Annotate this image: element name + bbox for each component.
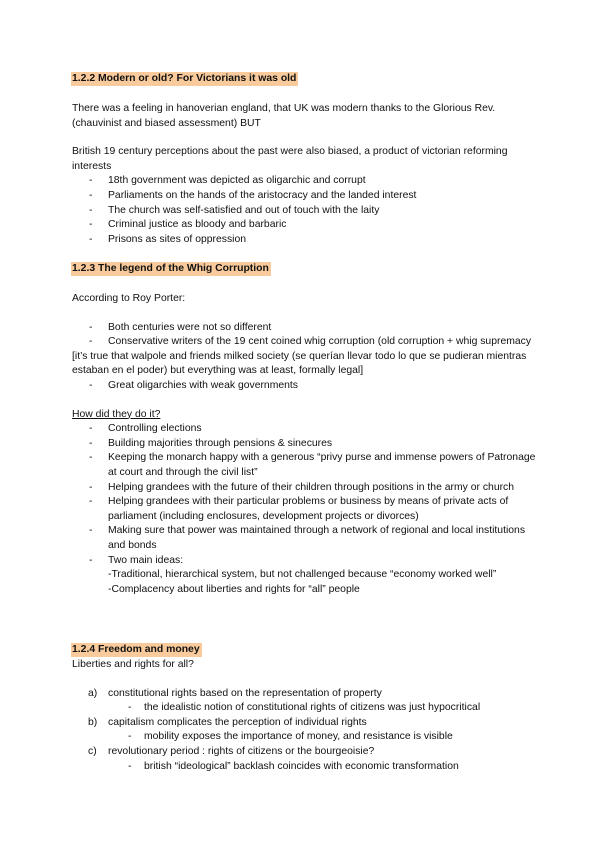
list-item: - Two main ideas:	[72, 554, 542, 569]
idea-line: -Traditional, hierarchical system, but not challenged because “economy worked well”	[108, 569, 497, 581]
section-1-2-3	[72, 262, 542, 597]
heading-1-2-4: 1.2.4 Freedom and money	[72, 644, 200, 655]
list-marker: a)	[88, 687, 98, 699]
how-title: How did they do it?	[72, 408, 161, 420]
heading-1-2-3: 1.2.3 The legend of the Whig Corruption	[72, 263, 269, 274]
list-item: - Building majorities through pensions & sinecures	[72, 437, 542, 452]
idea-line: -Complacency about liberties and rights for “all” people	[108, 583, 360, 595]
sub-list-item: - the idealistic notion of constitutional rights of citizens was just hypocritical	[72, 701, 542, 716]
list-item: - Parliaments on the hands of the aristocracy and the landed interest	[72, 189, 542, 204]
list-item: - 18th government was depicted as oligarchic and corrupt	[72, 174, 542, 189]
list-item: - Conservative writers of the 19 cent coined whig corruption (old corruption + whig supremacy	[72, 335, 542, 350]
list-item	[72, 716, 542, 731]
list-item-text: capitalism complicates the perception of individual rights	[108, 716, 367, 728]
paragraph-hanoverian: There was a feeling in hanoverian england, that UK was modern thanks to the Glorious Rev. (chauvinist and biased assessment) BUT	[72, 103, 496, 129]
section-1-2-2	[72, 72, 542, 247]
list-item: - Making sure that power was maintained through a network of regional and local institutions and bonds	[72, 524, 542, 553]
list-item: - Helping grandees with the future of their children through positions in the army or church	[72, 481, 542, 496]
list-item: - Criminal justice as bloody and barbaric	[72, 218, 542, 233]
list-item: - Great oligarchies with weak governments	[72, 379, 542, 394]
list-item: - Prisons as sites of oppression	[72, 233, 542, 248]
list-item: - The church was self-satisfied and out of touch with the laity	[72, 204, 542, 219]
list-marker: b)	[88, 716, 98, 728]
section-1-2-4	[72, 643, 542, 774]
list-item: - Both centuries were not so different	[72, 321, 542, 336]
paragraph-british-perceptions: British 19 century perceptions about the past were also biased, a product of victorian reforming interests	[72, 146, 508, 172]
list-item	[72, 745, 542, 760]
paragraph-liberties: Liberties and rights for all?	[72, 659, 194, 670]
sub-list-item: - mobility exposes the importance of money, and resistance is visible	[72, 730, 542, 745]
list-item-text: constitutional rights based on the representation of property	[108, 687, 382, 699]
list-marker: c)	[88, 745, 97, 757]
list-item: - Helping grandees with their particular problems or business by means of private acts of parliament (including enclosures, development projects or divorces)	[72, 495, 542, 524]
list-item: - Keeping the monarch happy with a generous “privy purse and immense powers of Patronage at court and through the civil list”	[72, 451, 542, 480]
bracket-note: [it’s true that walpole and friends milked society (se querían llevar todo lo que se pudieran mientras estaban en el poder) but everything was at least, formally legal]	[72, 350, 527, 377]
list-item	[72, 687, 542, 702]
list-item: - Controlling elections	[72, 422, 542, 437]
heading-1-2-2: 1.2.2 Modern or old? For Victorians it was old	[72, 73, 297, 84]
sub-list-item: - british “ideological” backlash coincides with economic transformation	[72, 760, 542, 775]
paragraph-roy-porter: According to Roy Porter:	[72, 293, 186, 304]
list-item-text: revolutionary period : rights of citizens or the bourgeoisie?	[108, 745, 375, 757]
